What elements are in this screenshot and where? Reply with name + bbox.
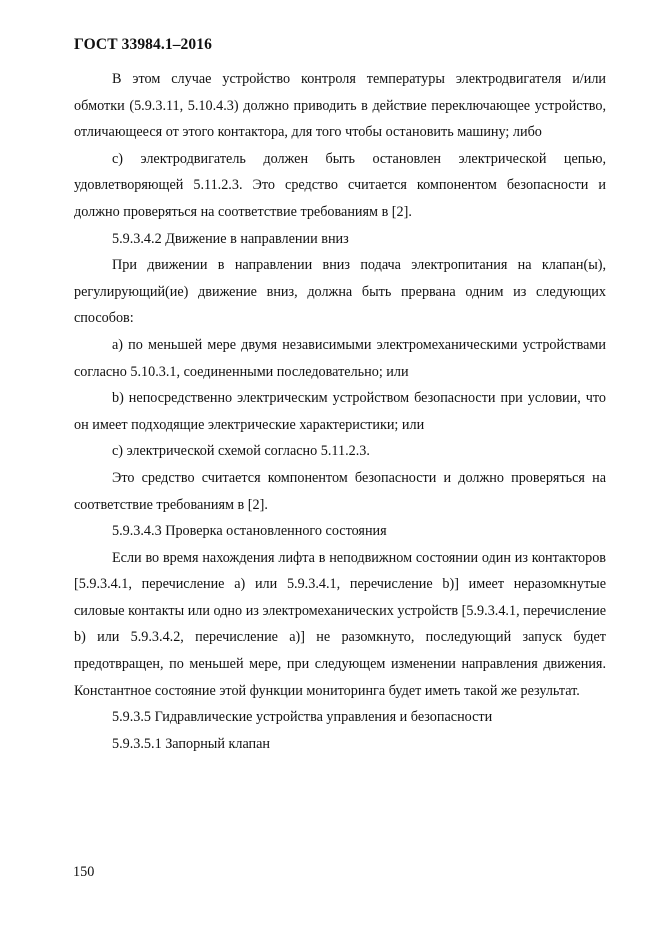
- paragraph-continuation: В этом случае устройство контроля температуры электродвигателя и/или обмотки (5.9.3.11, 5.10.4.3) должно приводить в действие переключающее устройство, отличающееся от этого контактора, для того чтобы остановить машину; либо: [74, 71, 606, 141]
- section-heading-5-9-3-5-1: 5.9.3.5.1 Запорный клапан: [112, 735, 271, 752]
- document-body: [74, 66, 606, 757]
- paragraph-downward-movement: При движении в направлении вниз подача электропитания на клапан(ы), регулирующий(ие) движение вниз, должна быть прервана одним из следующих способов:: [74, 257, 606, 327]
- paragraph-stopped-state-check: Если во время нахождения лифта в неподвижном состоянии один из контакторов [5.9.3.4.1, перечисление а) или 5.9.3.4.1, перечисление b)] имеет неразомкнутые силовые контакты или одно из электромеханических устройств [5.9.3.4.1, перечисление b) или 5.9.3.4.2, перечисление а)] не разомкнуто, последующий запуск будет предотвращен, по меньшей мере, при следующем изменении направления движения. Константное состояние этой функции мониторинга будет иметь такой же результат.: [74, 549, 606, 699]
- paragraph-item-c: c) электродвигатель должен быть остановлен электрической цепью, удовлетворяющей 5.11.2.3. Это средство считается компонентом безопасности и должно проверяться на соответствие требованиям в [2].: [74, 150, 606, 220]
- paragraph-safety-component: Это средство считается компонентом безопасности и должно проверяться на соответствие требованиям в [2].: [74, 469, 606, 513]
- section-heading-5-9-3-5: 5.9.3.5 Гидравлические устройства управления и безопасности: [112, 709, 493, 726]
- paragraph-item-b: b) непосредственно электрическим устройством безопасности при условии, что он имеет подходящие электрические характеристики; или: [74, 390, 606, 433]
- page-number: 150: [73, 864, 95, 880]
- paragraph-item-a: a) по меньшей мере двумя независимыми электромеханическими устройствами согласно 5.10.3.1, соединенными последовательно; или: [74, 336, 606, 380]
- section-heading-5-9-3-4-3: 5.9.3.4.3 Проверка остановленного состояния: [112, 523, 387, 540]
- paragraph-item-c-circuit: c) электрической схемой согласно 5.11.2.3.: [112, 443, 370, 460]
- document-header: ГОСТ 33984.1–2016: [74, 36, 212, 53]
- section-heading-5-9-3-4-2: 5.9.3.4.2 Движение в направлении вниз: [112, 230, 349, 247]
